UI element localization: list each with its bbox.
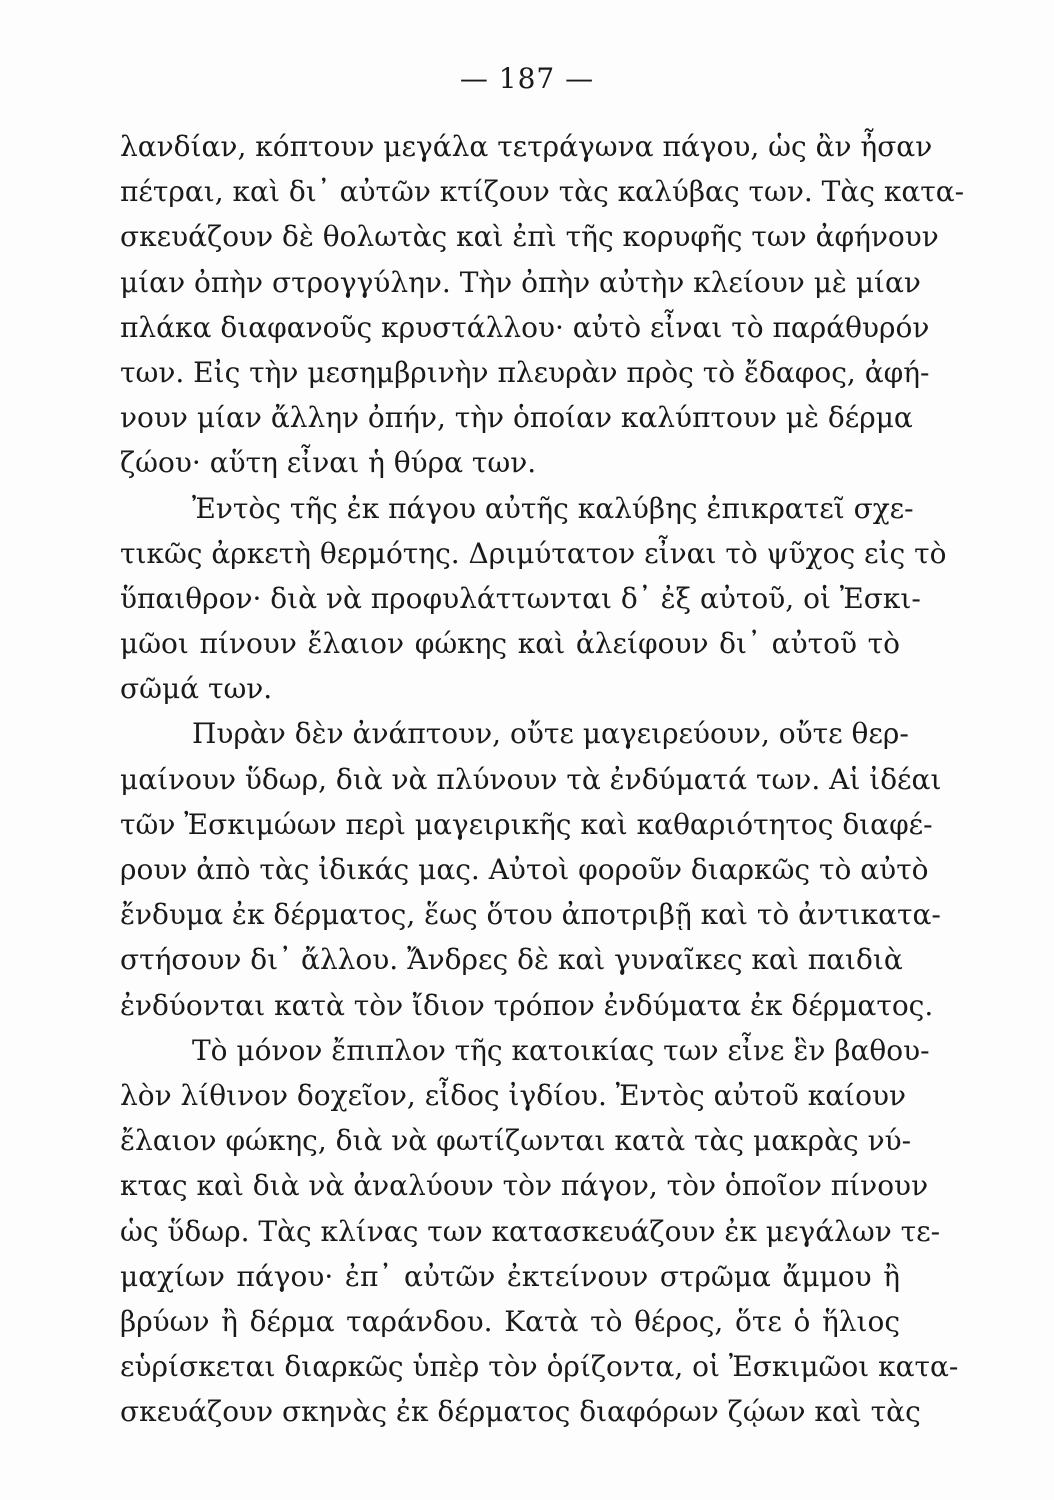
- text-line: λανδίαν, κόπτουν μεγάλα τετράγωνα πάγου, ὡς ἂν ἦσαν: [120, 130, 933, 163]
- text-line: τικῶς ἀρκετὴ θερμότης. Δριμύτατον εἶναι τὸ ψῦχος εἰς τὸ: [120, 536, 947, 570]
- paragraph-first-line: Τὸ μόνον ἔπιπλον τῆς κατοικίας των εἶνε ἓν βαθου-: [192, 1033, 930, 1067]
- text-line: μῶοι πίνουν ἔλαιον φώκης καὶ ἀλείφουν δι᾽ αὐτοῦ τὸ: [120, 627, 900, 661]
- text-line: ὕπαιθρον· διὰ νὰ προφυλάττωνται δ᾽ ἐξ αὐτοῦ, οἱ Ἐσκι-: [120, 581, 921, 615]
- paragraph-first-line: Πυρὰν δὲν ἀνάπτουν, οὔτε μαγειρεύουν, οὔτε θερ-: [192, 717, 909, 751]
- paragraph-first-line: Ἐντὸς τῆς ἐκ πάγου αὐτῆς καλύβης ἐπικρατεῖ σχε-: [192, 491, 914, 525]
- text-line: κτας καὶ διὰ νὰ ἀναλύουν τὸν πάγον, τὸν ὁποῖον πίνουν: [120, 1169, 929, 1203]
- text-line: μίαν ὀπὴν στρογγύλην. Τὴν ὀπὴν αὐτὴν κλείουν μὲ μίαν: [120, 265, 921, 299]
- text-line: εὑρίσκεται διαρκῶς ὑπὲρ τὸν ὁρίζοντα, οἱ Ἐσκιμῶοι κατα-: [120, 1350, 959, 1384]
- text-line: πλάκα διαφανοῦς κρυστάλλου· αὐτὸ εἶναι τὸ παράθυρόν: [120, 310, 930, 344]
- text-line: ζώου· αὕτη εἶναι ἡ θύρα των.: [120, 446, 537, 480]
- text-line: στήσουν δι᾽ ἄλλου. Ἄνδρες δὲ καὶ γυναῖκες καὶ παιδιὰ: [120, 943, 903, 977]
- text-line: ὡς ὕδωρ. Τὰς κλίνας των κατασκευάζουν ἐκ μεγάλων τε-: [120, 1214, 941, 1248]
- body-text: [120, 124, 965, 1434]
- text-line: των. Εἰς τὴν μεσημβρινὴν πλευρὰν πρὸς τὸ ἔδαφος, ἀφή-: [120, 355, 930, 389]
- text-line: βρύων ἢ δέρμα ταράνδου. Κατὰ τὸ θέρος, ὅτε ὁ ἥλιος: [120, 1304, 900, 1338]
- text-line: ἐνδύονται κατὰ τὸν ἴδιον τρόπον ἐνδύματα ἐκ δέρματος.: [120, 988, 934, 1022]
- text-line: μαίνουν ὕδωρ, διὰ νὰ πλύνουν τὰ ἐνδύματά των. Αἱ ἰδέαι: [120, 762, 942, 796]
- text-line: ἔλαιον φώκης, διὰ νὰ φωτίζωνται κατὰ τὰς μακρὰς νύ-: [120, 1124, 912, 1158]
- text-line: ἔνδυμα ἐκ δέρματος, ἕως ὅτου ἀποτριβῇ καὶ τὸ ἀντικατα-: [120, 898, 941, 932]
- text-line: ρουν ἀπὸ τὰς ἰδικάς μας. Αὐτοὶ φοροῦν διαρκῶς τὸ αὐτὸ: [120, 853, 929, 886]
- text-line: λὸν λίθινον δοχεῖον, εἶδος ἰγδίου. Ἐντὸς αὐτοῦ καίουν: [120, 1078, 907, 1112]
- text-line: μαχίων πάγου· ἐπ᾽ αὐτῶν ἐκτείνουν στρῶμα ἄμμου ἢ: [120, 1259, 900, 1293]
- text-line: τῶν Ἐσκιμώων περὶ μαγειρικῆς καὶ καθαριότητος διαφέ-: [120, 807, 933, 841]
- text-line: σκευάζουν σκηνὰς ἐκ δέρματος διαφόρων ζῴων καὶ τὰς: [120, 1395, 921, 1429]
- text-line: νουν μίαν ἄλλην ὀπήν, τὴν ὁποίαν καλύπτουν μὲ δέρμα: [120, 401, 913, 435]
- text-line: πέτραι, καὶ δι᾽ αὐτῶν κτίζουν τὰς καλύβας των. Τὰς κατα-: [120, 175, 965, 209]
- text-line: σκευάζουν δὲ θολωτὰς καὶ ἐπὶ τῆς κορυφῆς των ἀφήνουν: [120, 220, 939, 254]
- page-number: — 187 —: [459, 62, 595, 95]
- text-line: σῶμά των.: [120, 672, 273, 706]
